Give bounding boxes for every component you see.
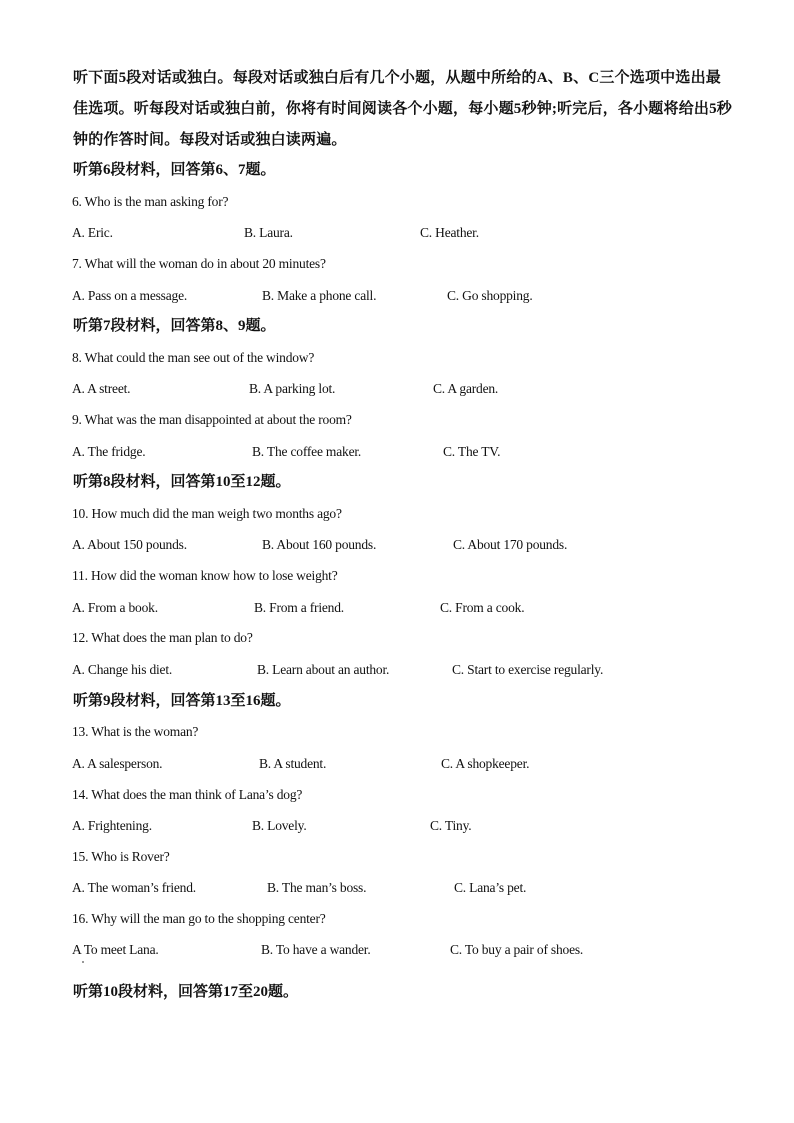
question-6: 6. Who is the man asking for? <box>72 194 229 209</box>
question-7: 7. What will the woman do in about 20 minutes? <box>72 256 326 271</box>
q9-option-b: B. The coffee maker. <box>252 444 362 459</box>
q8-option-b: B. A parking lot. <box>249 381 336 396</box>
section-heading-9: 听第9段材料，回答第13至16题。 <box>73 693 291 709</box>
q14-option-c: C. Tiny. <box>430 818 472 833</box>
q10-option-a: A. About 150 pounds. <box>72 537 187 552</box>
section-heading-7: 听第7段材料，回答第8、9题。 <box>73 318 276 334</box>
question-8: 8. What could the man see out of the window? <box>72 350 315 365</box>
q11-option-a: A. From a book. <box>72 600 158 615</box>
question-16: 16. Why will the man go to the shopping center? <box>72 911 326 926</box>
q12-option-c: C. Start to exercise regularly. <box>452 662 604 677</box>
section-heading-8: 听第8段材料，回答第10至12题。 <box>73 474 291 490</box>
q15-option-c: C. Lana’s pet. <box>454 880 527 895</box>
q15-option-b: B. The man’s boss. <box>267 880 367 895</box>
question-10: 10. How much did the man weigh two months ago? <box>72 506 342 521</box>
section-heading-6: 听第6段材料，回答第6、7题。 <box>73 162 276 178</box>
q7-option-c: C. Go shopping. <box>447 288 533 303</box>
question-15: 15. Who is Rover? <box>72 849 170 864</box>
q16-option-c: C. To buy a pair of shoes. <box>450 942 584 957</box>
q15-option-a: A. The woman’s friend. <box>72 880 196 895</box>
listening-instructions: 听下面5段对话或独白。每段对话或独白后有几个小题，从题中所给的A、B、C三个选项中选出最佳选项。听每段对话或独白前，你将有时间阅读各个小题，每小题5秒钟;听完后，各小题将给出5秒钟的作答时间。每段对话或独白读两遍。 <box>73 70 732 148</box>
q12-option-a: A. Change his diet. <box>72 662 173 677</box>
question-11: 11. How did the woman know how to lose weight? <box>72 568 338 583</box>
q6-option-a: A. Eric. <box>72 225 113 240</box>
q10-option-c: C. About 170 pounds. <box>453 537 568 552</box>
q8-option-c: C. A garden. <box>433 381 499 396</box>
q9-option-a: A. The fridge. <box>72 444 146 459</box>
q9-option-c: C. The TV. <box>443 444 501 459</box>
q16-option-a: A To meet Lana. <box>72 942 159 957</box>
q10-option-b: B. About 160 pounds. <box>262 537 377 552</box>
question-9: 9. What was the man disappointed at about the room? <box>72 412 352 427</box>
q11-option-c: C. From a cook. <box>440 600 525 615</box>
q13-option-a: A. A salesperson. <box>72 756 163 771</box>
q6-option-b: B. Laura. <box>244 225 293 240</box>
q7-option-b: B. Make a phone call. <box>262 288 377 303</box>
q12-option-b: B. Learn about an author. <box>257 662 390 677</box>
question-14: 14. What does the man think of Lana’s dog? <box>72 787 303 802</box>
q8-option-a: A. A street. <box>72 381 131 396</box>
q14-option-b: B. Lovely. <box>252 818 307 833</box>
q11-option-b: B. From a friend. <box>254 600 344 615</box>
q16-option-b: B. To have a wander. <box>261 942 371 957</box>
q13-option-c: C. A shopkeeper. <box>441 756 530 771</box>
q13-option-b: B. A student. <box>259 756 327 771</box>
question-12: 12. What does the man plan to do? <box>72 630 253 645</box>
stray-mark <box>82 961 84 963</box>
question-13: 13. What is the woman? <box>72 724 199 739</box>
q14-option-a: A. Frightening. <box>72 818 152 833</box>
q6-option-c: C. Heather. <box>420 225 479 240</box>
section-heading-10: 听第10段材料，回答第17至20题。 <box>73 984 299 1000</box>
q7-option-a: A. Pass on a message. <box>72 288 188 303</box>
